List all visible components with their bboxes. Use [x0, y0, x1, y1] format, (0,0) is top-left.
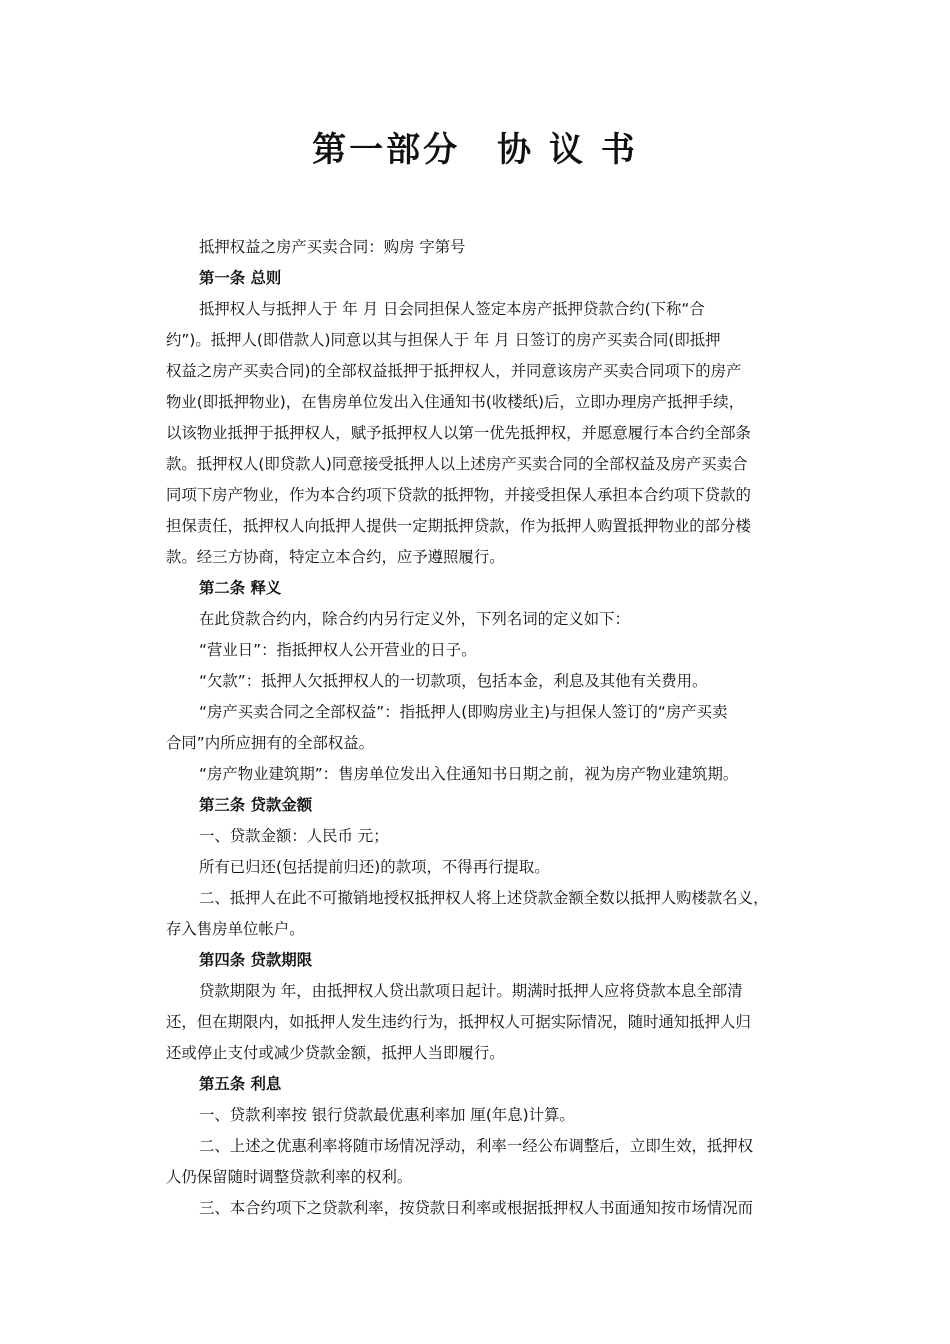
paragraph-line: 存入售房单位帐户。	[166, 920, 305, 938]
paragraph-line: 三、本合约项下之贷款利率，按贷款日利率或根据抵押权人书面通知按市场情况而	[199, 1199, 754, 1217]
paragraph-line: 在此贷款合约内，除合约内另行定义外，下列名词的定义如下：	[199, 610, 630, 628]
paragraph-line: 所有已归还(包括提前归还)的款项，不得再行提取。	[199, 858, 550, 876]
section-heading: 第一条 总则	[199, 269, 282, 287]
paragraph-line: 担保责任，抵押权人向抵押人提供一定期抵押贷款，作为抵押人购置抵押物业的部分楼	[166, 517, 751, 535]
section-heading: 第三条 贷款金额	[199, 796, 313, 814]
paragraph-line: 一、贷款利率按 银行贷款最优惠利率加 厘(年息)计算。	[199, 1106, 575, 1124]
paragraph-line: 二、抵押人在此不可撤销地授权抵押权人将上述贷款金额全数以抵押人购楼款名义，	[199, 889, 769, 907]
paragraph-line: 人仍保留随时调整贷款利率的权利。	[166, 1168, 413, 1186]
section-heading: 第五条 利息	[199, 1075, 282, 1093]
paragraph-line: 贷款期限为 年，由抵押权人贷出款项日起计。期满时抵押人应将贷款本息全部清	[199, 982, 743, 1000]
paragraph-line: 二、上述之优惠利率将随市场情况浮动，利率一经公布调整后，立即生效，抵押权	[199, 1137, 754, 1155]
paragraph-line: 约”)。抵押人(即借款人)同意以其与担保人于 年 月 日签订的房产买卖合同(即抵押	[166, 331, 721, 349]
paragraph-line: 款。经三方协商，特定立本合约，应予遵照履行。	[166, 548, 505, 566]
section-heading: 第四条 贷款期限	[199, 951, 313, 969]
page-title: 第一部分 协 议 书	[312, 130, 638, 170]
paragraph-line: 抵押权人与抵押人于 年 月 日会同担保人签定本房产抵押贷款合约(下称“合	[199, 300, 705, 318]
paragraph-line: 还，但在期限内，如抵押人发生违约行为，抵押权人可据实际情况，随时通知抵押人归	[166, 1013, 751, 1031]
paragraph-line: 合同”内所应拥有的全部权益。	[166, 734, 375, 752]
document-body	[166, 232, 806, 1224]
paragraph-line: “欠款”：抵押人欠抵押权人的一切款项，包括本金，利息及其他有关费用。	[199, 672, 708, 690]
paragraph-line: “营业日”：指抵押权人公开营业的日子。	[199, 641, 477, 659]
paragraph-line: 抵押权益之房产买卖合同：购房 字第号	[199, 238, 466, 256]
paragraph-line: 同项下房产物业，作为本合约项下贷款的抵押物，并接受担保人承担本合约项下贷款的	[166, 486, 751, 504]
section-heading: 第二条 释义	[199, 579, 282, 597]
paragraph-line: “房产物业建筑期”：售房单位发出入住通知书日期之前，视为房产物业建筑期。	[199, 765, 739, 783]
paragraph-line: “房产买卖合同之全部权益”：指抵押人(即购房业主)与担保人签订的“房产买卖	[199, 703, 728, 721]
paragraph-line: 一、贷款金额：人民币 元；	[199, 827, 389, 845]
paragraph-line: 权益之房产买卖合同)的全部权益抵押于抵押权人，并同意该房产买卖合同项下的房产	[166, 362, 742, 380]
paragraph-line: 款。抵押权人(即贷款人)同意接受抵押人以上述房产买卖合同的全部权益及房产买卖合	[166, 455, 748, 473]
paragraph-line: 以该物业抵押于抵押权人，赋予抵押权人以第一优先抵押权，并愿意履行本合约全部条	[166, 424, 751, 442]
paragraph-line: 还或停止支付或减少贷款金额，抵押人当即履行。	[166, 1044, 505, 1062]
paragraph-line: 物业(即抵押物业)，在售房单位发出入住通知书(收楼纸)后，立即办理房产抵押手续，	[166, 393, 745, 411]
